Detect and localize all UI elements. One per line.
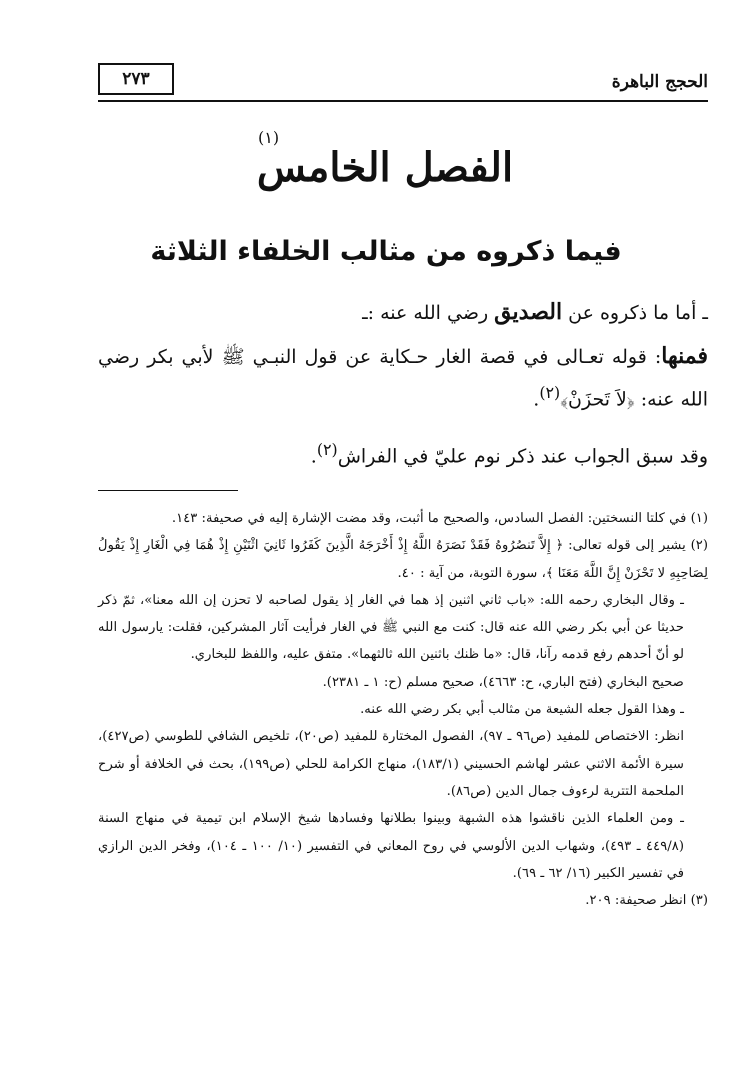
p3-end: . [310,445,317,468]
p2-lead: فمنها [661,343,708,369]
paragraph-2 [98,338,708,417]
footnotes [98,505,708,914]
p2-text: : قوله تعـالى في قصة الغار حـكاية عن قول النبـي ﷺ لأبي بكر رضي الله عنه: ﴿لاَ تَحزَنْ﴾ [98,346,708,411]
footnote-2: (٢) يشير إلى قوله تعالى: ﴿ إِلاَّ تَنصُرُوهُ فَقَدْ نَصَرَهُ اللَّهُ إِذْ أَخْرَجَهُ الَّذِينَ كَفَرُوا ثَانِيَ اثْنَيْنِ إِذْ هُمَا فِي الْغَارِ إِذْ يَقُولُ لِصَاحِبِهِ لا تَحْزَنْ إِنَّ اللَّهَ مَعَنَا ﴾، سورة التوبة، من آية : ٤٠. [98,538,708,581]
p1-highlight: الصديق [494,299,563,325]
page-header [98,60,708,100]
p2-end: . [533,388,540,411]
paragraph-3 [98,432,708,474]
footnote-2-references: انظر: الاختصاص للمفيد (ص٩٦ ـ ٩٧)، الفصول المختارة للمفيد (ص٢٠)، تلخيص الشافي للطوسي (ص٤٢٧)، سيرة الأئمة الاثني عشر لهاشم الحسيني (١٨٣/١)، منهاج الكرامة للحلي (ص١٩٩)، بحث في الخلافة أو شرح الملحمة التترية لرءوف جمال الدين (ص٨٦). [98,729,684,799]
page-number-box: ٢٧٣ [98,63,174,95]
footnote-2-shia-claim: ـ وهذا القول جعله الشيعة من مثالب أبي بكر رضي الله عنه. [360,702,684,718]
footnote-1: (١) في كلتا النسختين: الفصل السادس، والصحيح ما أثبت، وقد مضت الإشارة إليه في صحيفة: ١٤٣. [171,511,708,526]
header-rule [98,100,708,102]
footnote-3: (٣) انظر صحيفة: ٢٠٩. [585,893,708,909]
p1-text-c: رضي الله عنه :ـ [362,302,495,324]
paragraph-1 [98,294,708,331]
footnote-2-sources: صحيح البخاري (فتح الباري، ح: ٤٦٦٣)، صحيح مسلم (ح: ١ ـ ٢٣٨١). [322,674,684,690]
section-heading: فيما ذكروه من مثالب الخلفاء الثلاثة [150,236,622,267]
p2-footnote-ref: (٢) [539,383,561,402]
p3-footnote-ref: (٢) [316,440,338,459]
p3-text: وقد سبق الجواب عند ذكر نوم عليّ في الفراش [337,445,708,468]
chapter-footnote-mark: (١) [258,128,280,147]
footnote-2-rebuttals: ـ ومن العلماء الذين ناقشوا هذه الشبهة وبينوا بطلانها وفسادها شيخ الإسلام ابن تيمية في منهاج السنة (٤٤٩/٨ ـ ٤٩٣)، وشهاب الدين الألوسي في روح المعاني في التفسير (١٠/ ١٠٠ ـ ١٠٤)، وفخر الدين الرازي في تفسير الكبير (١٦/ ٦٢ ـ ٦٩). [98,811,684,881]
book-title: الحجج الباهرة [611,72,708,92]
footnote-2-bukhari: ـ وقال البخاري رحمه الله: «باب ثاني اثنين إذ هما في الغار إذ يقول لصاحبه لا تحزن إن الله معنا»، ثمّ ذكر حديثا عن أبي بكر رضي الله عنه قال: كنت مع النبي ﷺ في الغار فرأيت آثار المشركين، فقلت: يارسول الله لو أنّ أحدهم رفع قدمه رآنا، قال: «ما ظنك باثنين الله ثالثهما». متفق عليه، واللفظ للبخاري. [98,592,684,663]
chapter-title: الفصل الخامس [256,144,514,191]
p1-text-a: ـ أما ما ذكروه عن [562,302,708,324]
footnote-separator [98,490,238,491]
